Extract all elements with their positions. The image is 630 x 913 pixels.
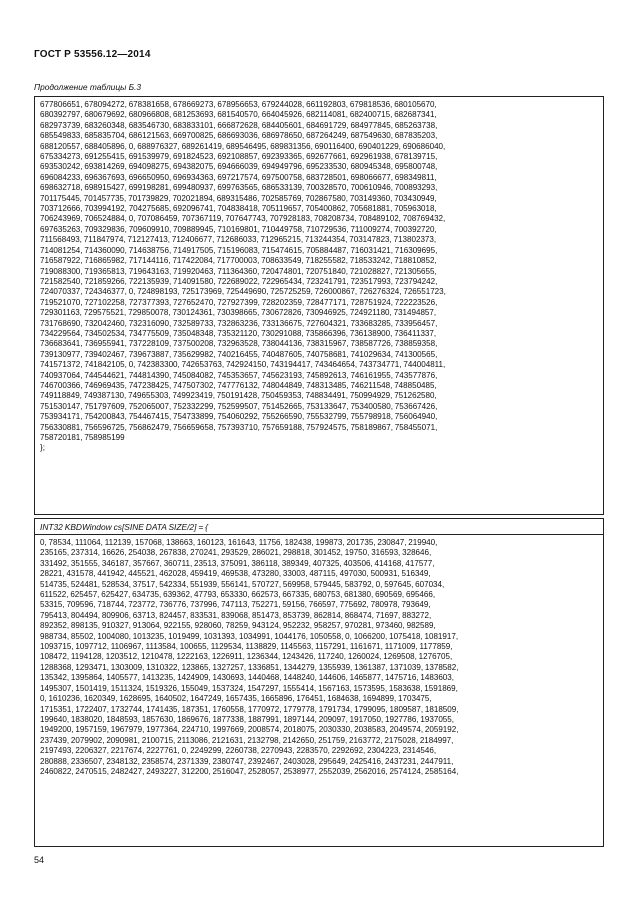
code-line: 734229564, 734502534, 734775509, 735048348, 735321120, 730291088, 735866396, 736138900, 736411337, bbox=[40, 328, 437, 338]
code-line: 693530242, 693814269, 694098275, 694382075, 694666039, 694949796, 695233530, 680945348, 695800748, bbox=[40, 162, 438, 172]
code-line: 0, 78534, 111064, 112139, 157068, 138663, 160123, 161643, 11756, 182438, 199873, 201735, 230847, 219940, bbox=[40, 538, 438, 547]
table-caption: Продолжение таблицы Б.3 bbox=[34, 82, 142, 92]
code-line: 199640, 1838020, 1848593, 1857630, 1869676, 1877338, 1887991, 1897144, 209097, 1917050, 1927786, 1937055, bbox=[40, 714, 454, 724]
code-line: 795413, 804494, 809906, 63713, 824457, 833531, 839068, 851473, 853739, 862814, 868474, 71697, 883272, bbox=[40, 610, 432, 620]
code-line: 753934171, 754200843, 754467415, 754733899, 754060292, 755266590, 755532799, 755798918, 756064940, bbox=[40, 412, 438, 422]
code-line: 1495307, 1501419, 1511324, 1519326, 155049, 1537324, 1547297, 1555414, 1567163, 1573595, 1583638, 1591869, bbox=[40, 683, 458, 693]
page-number: 54 bbox=[34, 855, 45, 865]
code-line: 739130977, 739402467, 739673887, 735629982, 740216455, 740487605, 740758681, 741029634, 741300565, bbox=[40, 349, 438, 359]
document-header: ГОСТ Р 53556.12—2014 bbox=[34, 49, 151, 60]
code-line: 675334273, 691255415, 691539979, 691824523, 692108857, 692393365, 692677661, 692961938, 678139715, bbox=[40, 152, 438, 162]
data-table-block-1 bbox=[34, 96, 604, 515]
code-line: 711568493, 711847974, 712127413, 712406677, 712686033, 712965215, 713244354, 703147823, 713802373, bbox=[40, 235, 437, 245]
code-line: 1715351, 1722407, 1732744, 1741435, 187351, 1760558, 1770972, 1779778, 1791734, 1799095, 1809587, 1818509, bbox=[40, 704, 459, 714]
declaration-text: INT32 KBDWindow cs[SINE DATA SIZE/2] = { bbox=[40, 522, 208, 532]
code-line: 988734, 85502, 1004080, 1013235, 1019499, 1031393, 1034991, 1044176, 1050558, 0, 1066200, 1075418, 1081917, bbox=[40, 631, 459, 641]
code-line: 1949200, 1957159, 1967979, 1977364, 224710, 1997669, 2008574, 2018075, 2030330, 2038583, 2049574, 2059192, bbox=[40, 725, 459, 735]
code-line: 892352, 898135, 910327, 913064, 922155, 928060, 78259, 943124, 952232, 958257, 970281, 973460, 982589, bbox=[40, 621, 436, 631]
code-line: 1093715, 1097712, 1106967, 1113584, 100655, 1129534, 1138829, 1145563, 1157291, 1161671, 1171009, 1177859, bbox=[40, 642, 453, 652]
code-line: 611522, 625457, 625427, 634735, 639362, 47793, 653330, 662573, 667335, 680753, 681380, 690569, 695466, bbox=[40, 590, 436, 600]
code-line: 706243969, 706524884, 0, 707086459, 707367119, 707647743, 707928183, 708208734, 708489102, 708769432, bbox=[40, 214, 446, 224]
code-line: 677806651, 678094272, 678381658, 678669273, 678956653, 679244028, 661192803, 679818536, 680105670, bbox=[40, 100, 437, 109]
code-line: 53315, 709596, 718744, 723772, 736776, 737996, 747113, 752271, 59156, 766597, 775692, 780978, 793649, bbox=[40, 600, 431, 610]
code-line: 736683641, 736955941, 737228109, 737500208, 732963528, 738044136, 738315967, 738587726, 738859358, bbox=[40, 339, 438, 349]
code-line: 719521070, 727102258, 727377393, 727652470, 727927399, 728202359, 728477171, 728751924, 722223526, bbox=[40, 297, 438, 307]
code-line: 719088300, 719365813, 719643163, 719920463, 711364360, 720474801, 720751840, 721028827, 721305655, bbox=[40, 266, 437, 276]
code-line: 756330881, 756596725, 756862479, 756659658, 757393710, 757659188, 757924575, 758189867, 758455071, bbox=[40, 422, 438, 432]
code-line: 1288368, 1293471, 1303009, 1310322, 123865, 1327257, 1336851, 1344279, 1355939, 1361387, 1371039, 1378582, bbox=[40, 662, 459, 672]
code-line: 696084233, 696367693, 696650950, 696934363, 697217574, 697500758, 683728501, 698066677, 698349811, bbox=[40, 172, 437, 182]
code-line: 698632718, 698915427, 699198281, 699480937, 699763565, 686533139, 700328570, 700610946, 700893293, bbox=[40, 183, 438, 193]
code-line: 749118849, 749387130, 749655303, 749923419, 750191428, 750459353, 748834491, 750994929, 751262580, bbox=[40, 391, 437, 401]
code-line: 280888, 2336507, 2348132, 2358574, 2371339, 2380747, 2392467, 2403028, 295649, 2425416, 2437231, 2447911, bbox=[40, 756, 454, 766]
code-line: 237439, 2079902, 2090981, 2100715, 2113086, 2121631, 2132798, 2142650, 251759, 2163772, 2175028, 2184997, bbox=[40, 735, 454, 745]
code-line: 2460822, 2470515, 2482427, 2493227, 312200, 2516047, 2528057, 2538977, 2552039, 2562016, 2574124, 2585164, bbox=[40, 766, 459, 776]
code-line: 697635263, 709329836, 709609910, 709889945, 710169801, 710449758, 710729536, 711009274, 700392720, bbox=[40, 224, 437, 234]
code-line: 2197493, 2206327, 2217674, 2227761, 0, 2249299, 2260738, 2270943, 2283570, 2292692, 2304223, 2314546, bbox=[40, 746, 437, 756]
code-line: 135342, 1395864, 1405577, 1413235, 1424909, 1430693, 1440468, 1448240, 144606, 1465877, 1475716, 1483603, bbox=[40, 673, 454, 683]
code-line: 0, 1610236, 1620349, 1628695, 1640502, 1647249, 1657435, 1665896, 176451, 1684638, 1694899, 1703475, bbox=[40, 694, 432, 704]
code-line: 729301163, 729575521, 729850078, 730124361, 730398665, 730672826, 730946925, 724921180, 731494857, bbox=[40, 308, 437, 318]
code-line: }; bbox=[40, 443, 45, 453]
data-cell-values-2 bbox=[35, 535, 603, 777]
code-line: 682973739, 683260348, 683546730, 683833101, 666872628, 684405601, 684691729, 684977845, 685263738, bbox=[40, 120, 438, 130]
code-line: 701175445, 701457735, 701739829, 702021894, 689315486, 702585769, 702867580, 703149360, 703430949, bbox=[40, 193, 437, 203]
code-line: 721582540, 721859266, 722135939, 714091580, 722689022, 722965434, 723241791, 723517993, 723794242, bbox=[40, 276, 438, 286]
code-line: 724070337, 724346377, 0, 724898193, 725173969, 725449690, 725725259, 726000867, 726276324, 726551723, bbox=[40, 287, 446, 297]
code-line: 685549833, 685835704, 686121563, 669700825, 686693036, 686978650, 687264249, 687549630, 687835203, bbox=[40, 131, 438, 141]
code-line: 331492, 351555, 346187, 357667, 360711, 23513, 375091, 386118, 389349, 407325, 403506, 414168, 417577, bbox=[40, 558, 435, 568]
declaration-row bbox=[34, 518, 604, 535]
code-line: 716587922, 716865982, 717144116, 717422084, 717700003, 708633549, 718255582, 718533242, 718810852, bbox=[40, 256, 437, 266]
code-line: 703712666, 703994192, 704275685, 692096741, 704838418, 705119657, 705400862, 705681881, 705963018, bbox=[40, 204, 437, 214]
code-line: 751530147, 751797609, 752065007, 752332299, 752599507, 751452665, 753133647, 753400580, 753667426, bbox=[40, 401, 438, 411]
code-line: 758720181, 758985199 bbox=[40, 433, 125, 442]
code-line: 680392797, 680679692, 680966808, 681253693, 681540570, 664045926, 682114081, 682400715, 682687341, bbox=[40, 110, 437, 120]
code-line: 740937064, 744544621, 744814390, 745084082, 745353657, 745623193, 745892613, 746161955, 743577876, bbox=[40, 370, 438, 380]
code-line: 746700366, 746969435, 747238425, 747507302, 747776132, 748044849, 748313485, 746211548, 748850485, bbox=[40, 380, 437, 390]
code-line: 514735, 524481, 528534, 37517, 542334, 551939, 556141, 570727, 569958, 579445, 583792, 0, 597645, 607034, bbox=[40, 579, 445, 589]
code-line: 108472, 1194128, 1203512, 1210478, 1222163, 1226911, 1236344, 1243426, 117240, 1260024, 1269508, 1276705, bbox=[40, 652, 453, 662]
code-line: 235165, 237314, 16626, 254038, 267838, 270241, 293529, 286021, 298818, 301452, 19750, 316593, 328646, bbox=[40, 548, 432, 558]
code-line: 714081254, 714360090, 714638756, 714917505, 715196083, 715474615, 705884487, 716031421, 716309695, bbox=[40, 245, 438, 255]
code-line: 28221, 431578, 441942, 445521, 462028, 459419, 469538, 473280, 33003, 487115, 497030, 500931, 516349, bbox=[40, 569, 431, 579]
code-line: 741571372, 741842105, 0, 742383300, 742653763, 742924150, 743194417, 743464654, 743734771, 744004811, bbox=[40, 360, 446, 370]
code-line: 731768690, 732042460, 732316090, 732589733, 732863236, 733136675, 727604321, 733683285, 733956457, bbox=[40, 318, 438, 328]
data-cell-values bbox=[35, 97, 603, 454]
data-table-block-2 bbox=[34, 535, 604, 847]
code-line: 688120557, 688405896, 0, 688976327, 689261419, 689546495, 689831356, 690116400, 690401229, 690686040, bbox=[40, 141, 446, 151]
